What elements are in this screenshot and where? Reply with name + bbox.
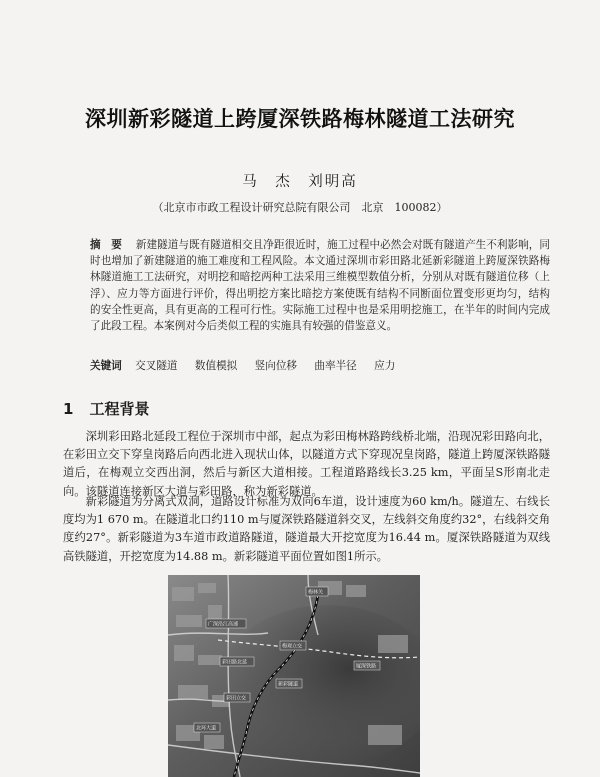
keyword: 应力 bbox=[374, 360, 396, 372]
paper-title: 深圳新彩隧道上跨厦深铁路梅林隧道工法研究 bbox=[85, 107, 515, 131]
map-label: 梅观立交 bbox=[282, 643, 303, 650]
map-label: 北环大道 bbox=[196, 725, 217, 732]
map-label: 梅林关 bbox=[308, 589, 324, 596]
figure-aerial-map bbox=[168, 575, 420, 777]
author-affiliation: （北京市市政工程设计研究总院有限公司 北京 100082） bbox=[152, 201, 448, 214]
paper-authors: 马 杰 刘明高 bbox=[242, 174, 358, 190]
map-label: 彩田立交 bbox=[226, 695, 247, 702]
abstract-text: 新建隧道与既有隧道相交且净距很近时，施工过程中必然会对既有隧道产生不利影响，同时也增加了新建隧道的施工难度和工程风险。本文通过深圳市彩田路北延新彩隧道上跨厦深铁路梅林隧道施工工法研究，对明挖和暗挖两种工法采用三维模型数值分析，分别从对既有隧道位移（上浮）、应力等方面进行评价，得出明挖方案比暗挖方案使既有结构不同断面位置变形更均匀，结构的安全性更高，具有更高的工程可行性。实际施工过程中也是采用明挖施工，在半年的时间内完成了此段工程。本案例对今后类似工程的实施具有较强的借鉴意义。 bbox=[90, 239, 550, 333]
section-title: 工程背景 bbox=[89, 400, 150, 418]
keyword: 交叉隧道 bbox=[135, 360, 178, 372]
body-paragraph: 新彩隧道为分离式双洞，道路设计标准为双向6车道，设计速度为60 km/h。隧道左、右线长度均为1 670 m。在隧道北口约110 m与厦深铁路隧道斜交叉，左线斜交角度约32°，右线斜交角度约27°。新彩隧道为3车道市政道路隧道，隧道最大开挖宽度为16.44 m。厦深铁路隧道为双线高铁隧道，开挖宽度为14.88 m。新彩隧道平面位置如图1所示。 bbox=[63, 495, 550, 563]
abstract-block bbox=[90, 237, 550, 334]
map-label: 广深沿江高速 bbox=[208, 621, 239, 628]
abstract-label: 摘 要 bbox=[90, 239, 122, 251]
map-label: 新彩隧道 bbox=[278, 681, 299, 688]
keywords-label: 关键词 bbox=[90, 360, 122, 372]
map-label: 厦深铁路 bbox=[356, 663, 377, 670]
keyword: 曲率半径 bbox=[314, 360, 357, 372]
keyword: 数值模拟 bbox=[194, 360, 238, 372]
keyword: 竖向位移 bbox=[254, 360, 298, 372]
body-paragraph: 深圳彩田路北延段工程位于深圳市中部，起点为彩田梅林路跨线桥北端，沿现况彩田路向北，在彩田立交下穿皇岗路后向西北进入现状山体，以隧道方式下穿现况皇岗路，隧道上跨厦深铁路隧道后，在梅观立交西出洞，然后与新区大道相接。工程道路路线长3.25 km，平面呈S形南北走向。该隧道连接新区大道与彩田路，称为新彩隧道。 bbox=[63, 430, 550, 498]
map-label: 彩田路北延 bbox=[222, 659, 248, 666]
keywords-line bbox=[90, 358, 550, 373]
section-heading bbox=[63, 398, 149, 419]
aerial-map-image bbox=[168, 575, 420, 777]
section-number: 1 bbox=[63, 400, 74, 418]
